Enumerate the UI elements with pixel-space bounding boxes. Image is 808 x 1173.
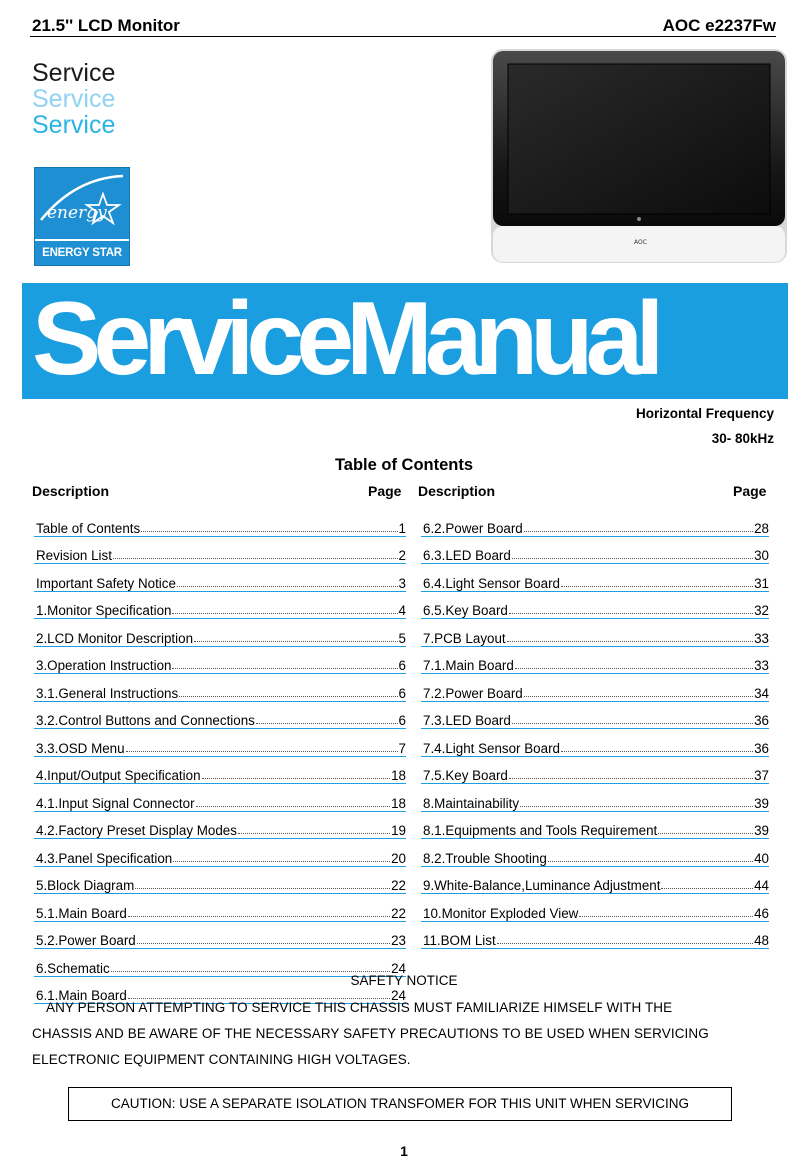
toc-entry-title: 3.Operation Instruction <box>36 658 172 673</box>
toc-entry-page: 6 <box>398 713 406 728</box>
toc-entry-title: 6.3.LED Board <box>423 548 511 563</box>
toc-entry[interactable] <box>421 540 769 565</box>
toc-leader-dots <box>202 778 391 779</box>
toc-entry-title: 7.1.Main Board <box>423 658 514 673</box>
toc-entry-page: 40 <box>754 850 769 866</box>
toc-header-description-right: Description <box>418 483 496 499</box>
toc-entry-page: 18 <box>391 795 406 811</box>
toc-entry-title: Table of Contents <box>36 520 141 536</box>
toc-entry-title: 7.4.Light Sensor Board <box>423 740 560 756</box>
toc-entry-page: 20 <box>391 850 406 866</box>
toc-entry[interactable] <box>421 760 769 785</box>
toc-entry-page: 19 <box>391 823 406 838</box>
document-header <box>30 14 776 37</box>
toc-entry[interactable] <box>421 732 769 757</box>
toc-entry-page: 24 <box>391 988 406 1003</box>
toc-entry-page: 44 <box>754 878 769 893</box>
toc-entry-title: 6.4.Light Sensor Board <box>423 575 560 591</box>
monitor-image <box>490 48 788 266</box>
service-word-1: Service <box>32 59 116 87</box>
safety-notice-title: SAFETY NOTICE <box>350 973 458 988</box>
toc-leader-dots <box>512 723 753 724</box>
toc-entry-title: 7.PCB Layout <box>423 630 506 646</box>
frequency-label: Horizontal Frequency <box>635 406 774 421</box>
toc-entry-page: 1 <box>398 520 406 536</box>
toc-entry[interactable] <box>34 925 406 950</box>
toc-entry-page: 7 <box>398 740 406 756</box>
toc-entry-page: 39 <box>754 795 769 811</box>
toc-header-page-right: Page <box>733 483 767 499</box>
toc-entry[interactable] <box>34 567 406 592</box>
toc-leader-dots <box>238 833 390 834</box>
toc-entry-page: 34 <box>754 685 769 701</box>
toc-entry-title: 3.1.General Instructions <box>36 685 179 701</box>
toc-entry-title: 3.3.OSD Menu <box>36 740 125 756</box>
toc-entry-title: 4.Input/Output Specification <box>36 768 201 783</box>
toc-leader-dots <box>561 586 753 587</box>
toc-entry-page: 36 <box>754 713 769 728</box>
header-model: AOC e2237Fw <box>662 16 776 35</box>
service-manual-banner <box>22 283 788 399</box>
toc-header-description-left: Description <box>32 483 110 499</box>
toc-entry-title: 8.Maintainability <box>423 795 520 811</box>
toc-leader-dots <box>524 531 753 532</box>
toc-entry-title: 7.2.Power Board <box>423 685 523 701</box>
toc-leader-dots <box>137 943 390 944</box>
toc-entry-page: 33 <box>754 658 769 673</box>
toc-entry[interactable] <box>421 595 769 620</box>
toc-entry-title: 7.5.Key Board <box>423 768 508 783</box>
energy-star-icon <box>35 168 129 240</box>
toc-entry[interactable] <box>34 650 406 675</box>
toc-entry-title: 9.White-Balance,Luminance Adjustment <box>423 878 661 893</box>
toc-entry[interactable] <box>34 842 406 867</box>
toc-entry-title: 8.2.Trouble Shooting <box>423 850 547 866</box>
toc-leader-dots <box>172 613 397 614</box>
toc-list-right <box>421 512 769 952</box>
toc-leader-dots <box>507 641 753 642</box>
toc-entry-page: 4 <box>398 603 406 618</box>
toc-leader-dots <box>515 668 753 669</box>
toc-leader-dots <box>497 943 753 944</box>
safety-line-2: CHASSIS AND BE AWARE OF THE NECESSARY SAFETY PRECAUTIONS TO BE USED WHEN SERVICING <box>32 1026 709 1041</box>
toc-entry-title: Revision List <box>36 548 112 563</box>
safety-line-3: ELECTRONIC EQUIPMENT CONTAINING HIGH VOLTAGES. <box>32 1052 411 1067</box>
toc-entry-title: 5.1.Main Board <box>36 905 127 921</box>
toc-entry-page: 22 <box>391 878 406 893</box>
toc-leader-dots <box>561 751 753 752</box>
toc-entry-title: 4.3.Panel Specification <box>36 850 173 866</box>
toc-entry-page: 2 <box>398 548 406 563</box>
toc-list-left <box>34 512 406 1007</box>
toc-leader-dots <box>509 778 753 779</box>
toc-entry-title: 10.Monitor Exploded View <box>423 905 579 921</box>
monitor-brand-text: AOC <box>634 239 647 246</box>
toc-entry[interactable] <box>421 705 769 730</box>
toc-entry-title: 11.BOM List <box>423 933 496 948</box>
toc-entry-page: 30 <box>754 548 769 563</box>
toc-entry-page: 23 <box>391 933 406 948</box>
toc-entry-page: 22 <box>391 905 406 921</box>
page-number: 1 <box>400 1143 408 1159</box>
toc-leader-dots <box>173 861 390 862</box>
toc-entry-page: 6 <box>398 658 406 673</box>
toc-leader-dots <box>658 833 753 834</box>
toc-entry-title: 6.1.Main Board <box>36 988 127 1003</box>
toc-header-page-left: Page <box>368 483 402 499</box>
toc-leader-dots <box>509 613 753 614</box>
toc-leader-dots <box>113 558 398 559</box>
toc-entry[interactable] <box>421 567 769 592</box>
toc-entry[interactable] <box>421 677 769 702</box>
toc-entry[interactable] <box>34 897 406 922</box>
toc-leader-dots <box>256 723 398 724</box>
toc-leader-dots <box>128 916 390 917</box>
toc-entry[interactable] <box>34 732 406 757</box>
toc-entry-page: 39 <box>754 823 769 838</box>
toc-entry[interactable] <box>34 677 406 702</box>
toc-entry-page: 36 <box>754 740 769 756</box>
toc-entry[interactable] <box>421 870 769 895</box>
banner-title: ServiceManual <box>32 281 657 397</box>
safety-line-1: ANY PERSON ATTEMPTING TO SERVICE THIS CHASSIS MUST FAMILIARIZE HIMSELF WITH THE <box>46 1000 673 1015</box>
toc-entry-page: 5 <box>398 630 406 646</box>
toc-leader-dots <box>579 916 753 917</box>
toc-entry-title: 5.Block Diagram <box>36 878 135 893</box>
header-product: 21.5'' LCD Monitor <box>32 16 180 35</box>
energy-script-text: energy <box>47 203 107 223</box>
toc-entry-title: 6.5.Key Board <box>423 603 508 618</box>
toc-leader-dots <box>548 861 753 862</box>
toc-entry[interactable] <box>34 622 406 647</box>
toc-entry-page: 46 <box>754 905 769 921</box>
toc-leader-dots <box>194 641 398 642</box>
toc-leader-dots <box>177 586 398 587</box>
toc-leader-dots <box>172 668 397 669</box>
toc-leader-dots <box>135 888 390 889</box>
toc-leader-dots <box>141 531 397 532</box>
toc-entry-title: 4.2.Factory Preset Display Modes <box>36 823 237 838</box>
toc-leader-dots <box>661 888 753 889</box>
toc-title: Table of Contents <box>334 456 474 474</box>
toc-entry[interactable] <box>34 760 406 785</box>
energy-star-label: ENERGY STAR <box>35 239 129 265</box>
toc-entry[interactable] <box>421 787 769 812</box>
service-word-2: Service <box>32 85 116 113</box>
toc-entry-page: 48 <box>754 933 769 948</box>
toc-entry-title: 1.Monitor Specification <box>36 603 172 618</box>
toc-entry[interactable] <box>421 897 769 922</box>
toc-leader-dots <box>126 751 398 752</box>
toc-entry-page: 18 <box>391 768 406 783</box>
toc-entry[interactable] <box>421 925 769 950</box>
toc-entry-title: 4.1.Input Signal Connector <box>36 795 195 811</box>
caution-box: CAUTION: USE A SEPARATE ISOLATION TRANSFOMER FOR THIS UNIT WHEN SERVICING <box>68 1087 732 1121</box>
toc-entry[interactable] <box>34 705 406 730</box>
toc-leader-dots <box>524 696 753 697</box>
toc-entry[interactable] <box>34 787 406 812</box>
toc-entry-page: 31 <box>754 575 769 591</box>
toc-leader-dots <box>111 971 390 972</box>
toc-entry-title: 6.Schematic <box>36 960 110 976</box>
toc-entry-title: 2.LCD Monitor Description <box>36 630 194 646</box>
toc-leader-dots <box>196 806 391 807</box>
toc-entry-page: 33 <box>754 630 769 646</box>
toc-entry[interactable] <box>421 650 769 675</box>
toc-entry-page: 32 <box>754 603 769 618</box>
toc-entry-page: 3 <box>398 575 406 591</box>
toc-leader-dots <box>179 696 397 697</box>
toc-entry[interactable] <box>421 512 769 537</box>
toc-entry-title: 7.3.LED Board <box>423 713 511 728</box>
toc-entry[interactable] <box>421 815 769 840</box>
toc-entry[interactable] <box>34 512 406 537</box>
toc-entry[interactable] <box>421 842 769 867</box>
toc-entry-title: Important Safety Notice <box>36 575 176 591</box>
toc-entry-page: 24 <box>391 960 406 976</box>
toc-leader-dots <box>512 558 753 559</box>
energy-star-logo <box>34 167 130 266</box>
toc-leader-dots <box>520 806 753 807</box>
toc-entry[interactable] <box>421 622 769 647</box>
toc-entry-page: 6 <box>398 685 406 701</box>
toc-leader-dots <box>128 998 390 999</box>
toc-entry-page: 28 <box>754 520 769 536</box>
toc-entry-title: 8.1.Equipments and Tools Requirement <box>423 823 658 838</box>
toc-entry-title: 3.2.Control Buttons and Connections <box>36 713 255 728</box>
toc-entry[interactable] <box>34 815 406 840</box>
toc-entry[interactable] <box>34 870 406 895</box>
frequency-value: 30- 80kHz <box>711 431 774 446</box>
toc-entry-page: 37 <box>754 768 769 783</box>
service-word-3: Service <box>32 111 116 139</box>
toc-entry[interactable] <box>34 540 406 565</box>
toc-entry-title: 6.2.Power Board <box>423 520 523 536</box>
toc-entry-title: 5.2.Power Board <box>36 933 136 948</box>
toc-entry[interactable] <box>34 595 406 620</box>
